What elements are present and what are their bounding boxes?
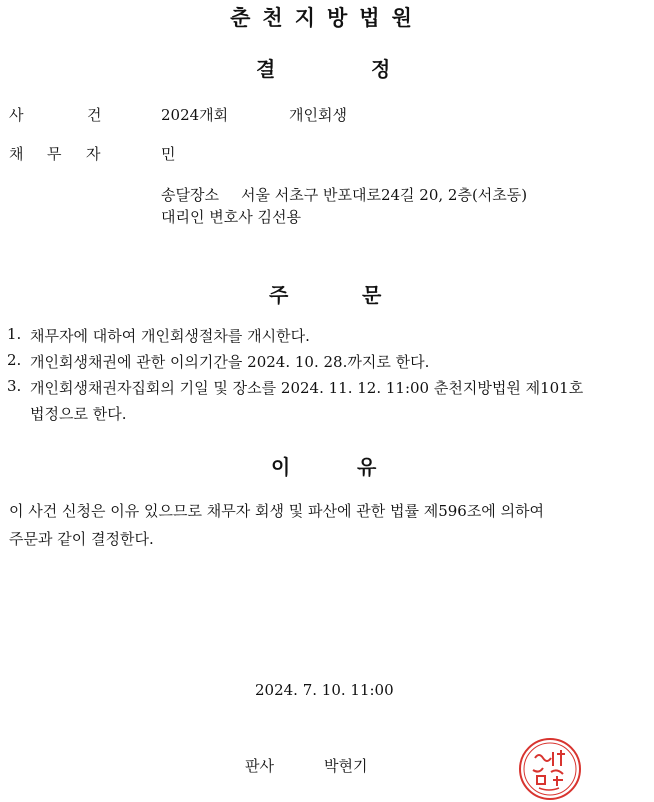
order-item-1-number: 1. [7,325,22,343]
order-item-2-number: 2. [7,351,22,369]
order-item-3-continuation: 법정으로 한다. [30,405,127,423]
order-heading-left: 주 [269,283,289,307]
case-label-char-2: 건 [87,106,102,124]
debtor-name: 민 [161,145,176,163]
order-heading-right: 문 [362,283,382,307]
order-item-2-text: 개인회생채권에 관한 이의기간을 2024. 10. 28.까지로 한다. [30,353,430,371]
reason-heading-left: 이 [271,455,291,479]
address-label: 송달장소 [161,186,219,204]
case-number: 2024개회 [161,106,229,124]
address: 서울 서초구 반포대로24길 20, 2층(서초동) [241,186,528,204]
decision-date: 2024. 7. 10. 11:00 [255,681,394,699]
order-item-3-text: 개인회생채권자집회의 기일 및 장소를 2024. 11. 12. 11:00 춘천지방법원 제101호 [30,379,584,397]
case-label-char-1: 사 [9,106,24,124]
case-type: 개인회생 [289,106,347,124]
reason-text-line-2: 주문과 같이 결정한다. [9,530,154,548]
reason-text-line-1: 이 사건 신청은 이유 있으므로 채무자 회생 및 파산에 관한 법률 제596조에 의하여 [9,502,545,520]
court-name: 춘천지방법원 [230,6,424,30]
court-seal-icon [517,736,583,802]
agent: 대리인 변호사 김선용 [161,208,301,226]
judge-name: 박현기 [324,757,368,775]
order-item-3-number: 3. [7,377,22,395]
order-item-1-text: 채무자에 대하여 개인회생절차를 개시한다. [30,327,310,345]
reason-heading-right: 유 [357,455,377,479]
judge-title: 판사 [245,757,274,775]
doc-title-left: 결 [256,57,276,81]
doc-title-right: 정 [371,57,391,81]
debtor-label-char-3: 자 [86,145,101,163]
debtor-label-char-2: 무 [47,145,62,163]
debtor-label-char-1: 채 [9,145,24,163]
